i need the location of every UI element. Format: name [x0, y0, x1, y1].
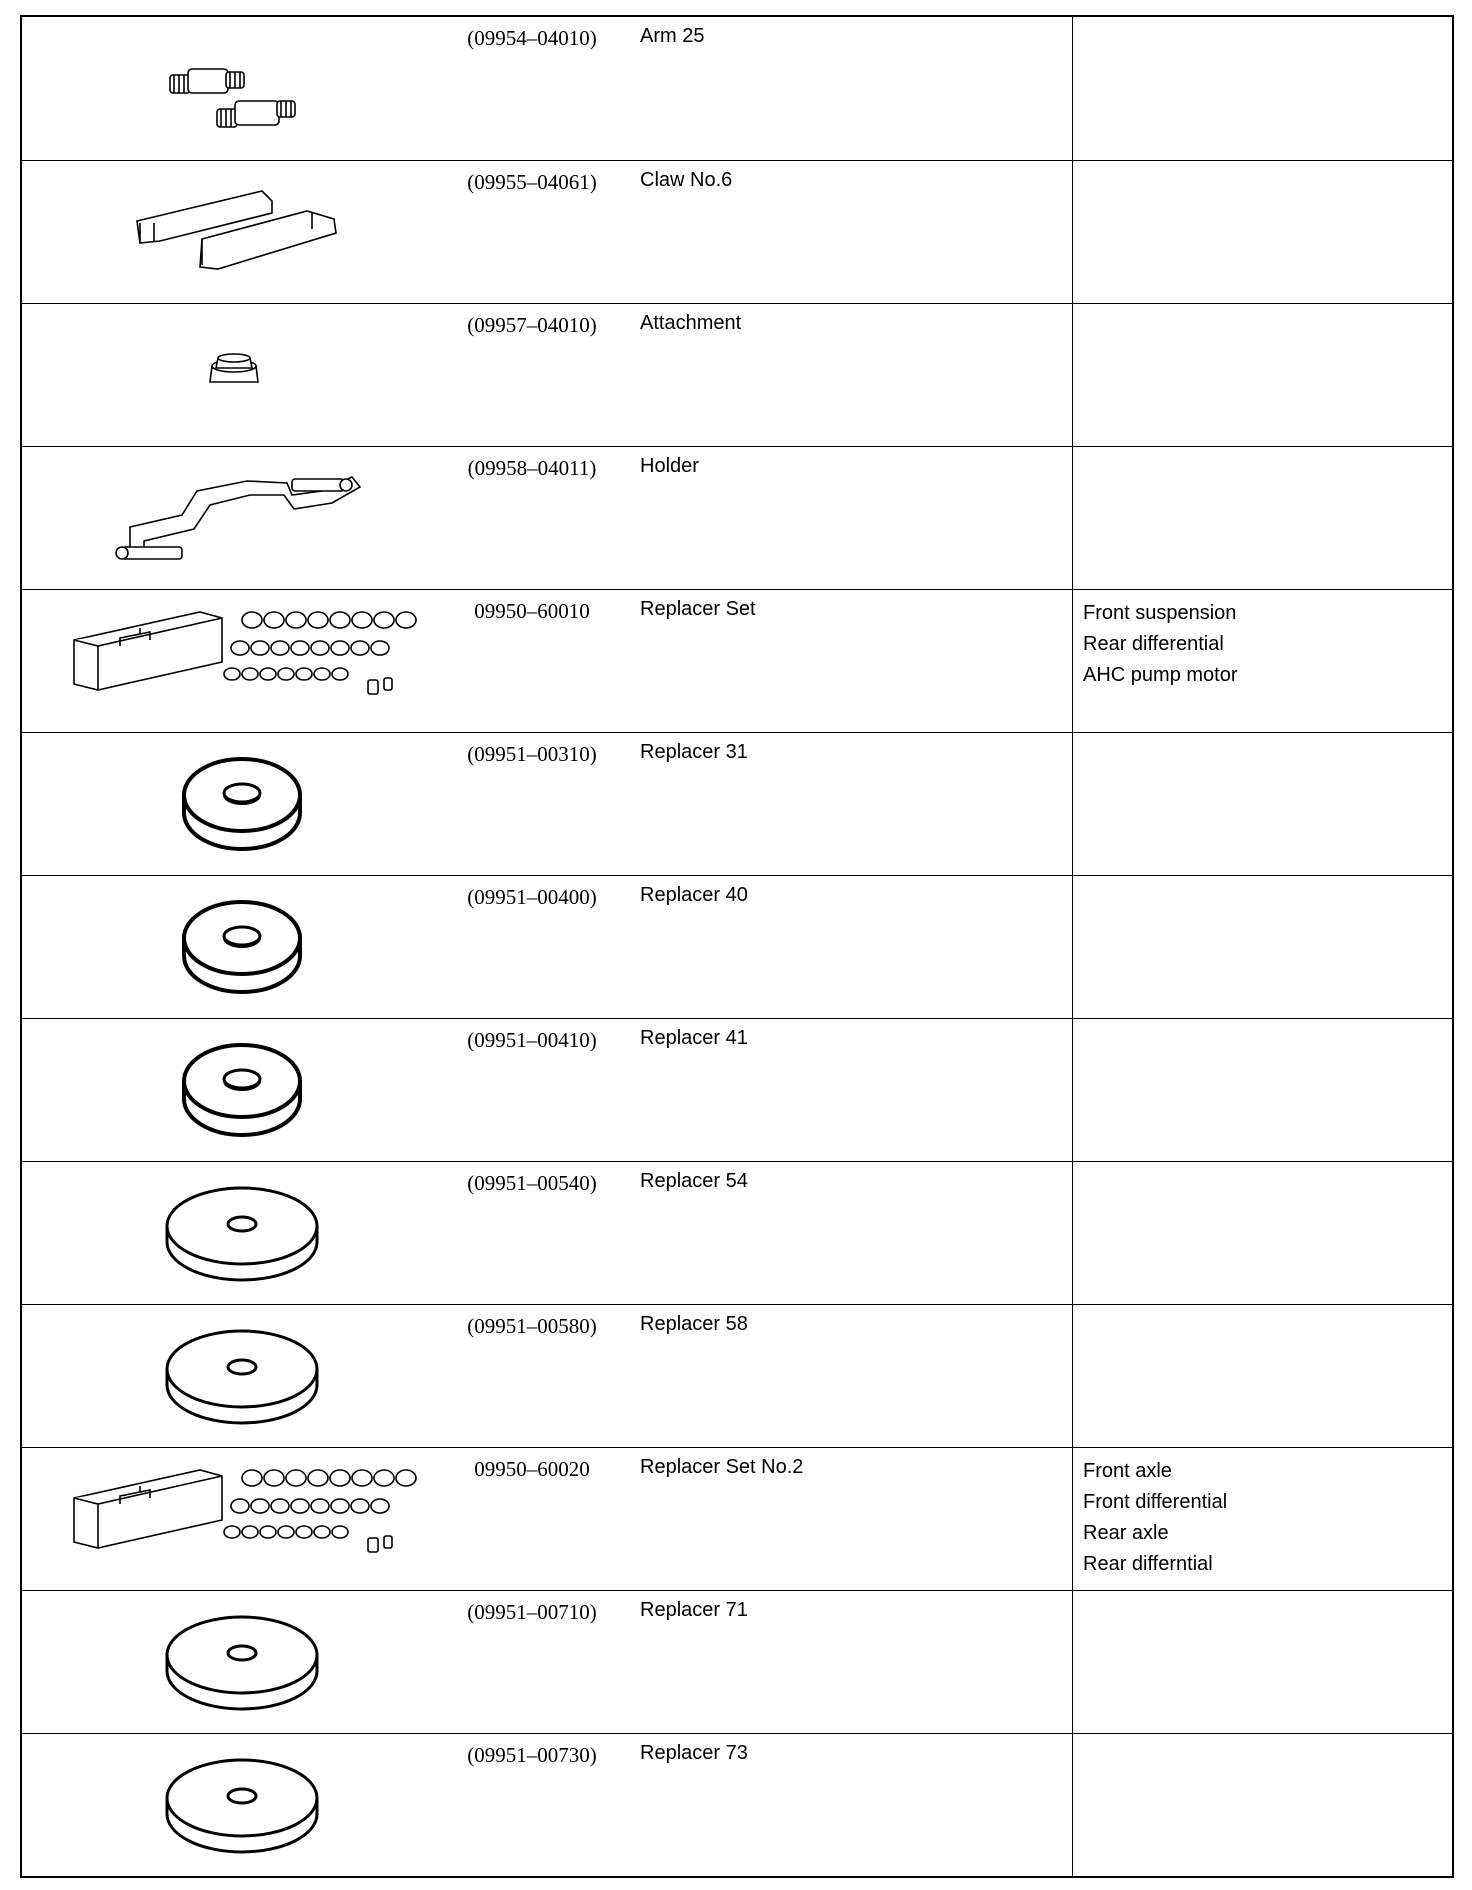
part-number: (09955–04061)	[467, 170, 597, 194]
replacer-ring-drawing	[22, 1019, 442, 1160]
tool-notes	[1072, 590, 1454, 732]
part-number: (09951–00580)	[467, 1314, 597, 1338]
tool-illustration	[22, 1162, 442, 1304]
part-number: (09951–00410)	[467, 1028, 597, 1052]
attachment-drawing	[22, 304, 442, 445]
note-line: Rear differntial	[1083, 1553, 1213, 1575]
tool-notes	[1072, 17, 1454, 160]
tool-notes	[1072, 876, 1454, 1018]
tool-name: Replacer 41	[640, 1027, 748, 1049]
tool-name: Attachment	[640, 312, 742, 334]
replacer-ring-drawing	[22, 733, 442, 874]
tool-row-12	[22, 1590, 1452, 1733]
tool-name: Replacer 54	[640, 1170, 748, 1192]
tool-illustration	[22, 17, 442, 160]
part-number: 09950–60020	[474, 1457, 590, 1481]
tool-row-13	[22, 1733, 1452, 1876]
replacer-set-case-drawing	[22, 590, 442, 731]
tool-row-7	[22, 875, 1452, 1018]
tool-illustration	[22, 1305, 442, 1447]
replacer-disc-drawing	[22, 1734, 442, 1875]
replacer-disc-drawing	[22, 1305, 442, 1446]
tool-illustration	[22, 1591, 442, 1733]
tool-row-3	[22, 303, 1452, 446]
part-number: (09958–04011)	[467, 456, 597, 480]
tool-row-4	[22, 446, 1452, 589]
tool-illustration	[22, 876, 442, 1018]
tool-illustration	[22, 1019, 442, 1161]
special-service-tools-table	[20, 15, 1454, 1878]
tool-notes	[1072, 1019, 1454, 1161]
tool-notes	[1072, 447, 1454, 589]
tool-row-10	[22, 1304, 1452, 1447]
tool-name: Replacer 73	[640, 1742, 748, 1764]
holder-drawing	[22, 447, 442, 588]
tool-name: Replacer 40	[640, 884, 748, 906]
part-number: (09951–00710)	[467, 1600, 597, 1624]
part-number: (09951–00400)	[467, 885, 597, 909]
tool-name: Claw No.6	[640, 169, 733, 191]
tool-name: Replacer 58	[640, 1313, 748, 1335]
part-number: (09957–04010)	[467, 313, 597, 337]
note-line: Front suspension	[1083, 602, 1237, 624]
tool-illustration	[22, 304, 442, 446]
claw-drawing	[22, 161, 442, 302]
tool-notes	[1072, 161, 1454, 303]
tool-name: Replacer Set	[640, 598, 756, 620]
part-number: (09951–00310)	[467, 742, 597, 766]
tool-row-5	[22, 589, 1452, 732]
tool-row-2	[22, 160, 1452, 303]
part-number: (09951–00730)	[467, 1743, 597, 1767]
note-line: Front axle	[1083, 1460, 1172, 1482]
replacer-disc-drawing	[22, 1162, 442, 1303]
tool-illustration	[22, 733, 442, 875]
note-line: Rear differential	[1083, 633, 1224, 655]
part-number: 09950–60010	[474, 599, 590, 623]
tool-notes	[1072, 733, 1454, 875]
tool-name: Holder	[640, 455, 699, 477]
tool-notes	[1072, 1162, 1454, 1304]
replacer-set-case-drawing	[22, 1448, 442, 1589]
tool-notes	[1072, 1448, 1454, 1590]
replacer-ring-drawing	[22, 876, 442, 1017]
tool-name: Replacer 31	[640, 741, 748, 763]
note-line: Front differential	[1083, 1491, 1228, 1513]
tool-illustration	[22, 590, 442, 732]
tool-name: Replacer 71	[640, 1599, 748, 1621]
note-line: Rear axle	[1083, 1522, 1169, 1544]
tool-name: Replacer Set No.2	[640, 1456, 804, 1478]
tool-row-8	[22, 1018, 1452, 1161]
part-number: (09954–04010)	[467, 26, 597, 50]
arm-25-drawing	[22, 17, 442, 158]
tool-row-9	[22, 1161, 1452, 1304]
part-number: (09951–00540)	[467, 1171, 597, 1195]
tool-notes	[1072, 1305, 1454, 1447]
tool-illustration	[22, 1734, 442, 1876]
tool-notes	[1072, 1591, 1454, 1733]
tool-row-6	[22, 732, 1452, 875]
tool-row-11	[22, 1447, 1452, 1590]
tool-name: Arm 25	[640, 25, 705, 47]
tool-row-1	[22, 17, 1452, 160]
note-line: AHC pump motor	[1083, 664, 1238, 686]
tool-illustration	[22, 1448, 442, 1590]
tool-illustration	[22, 161, 442, 303]
tool-illustration	[22, 447, 442, 589]
tool-notes	[1072, 1734, 1454, 1876]
replacer-disc-drawing	[22, 1591, 442, 1732]
tool-notes	[1072, 304, 1454, 446]
